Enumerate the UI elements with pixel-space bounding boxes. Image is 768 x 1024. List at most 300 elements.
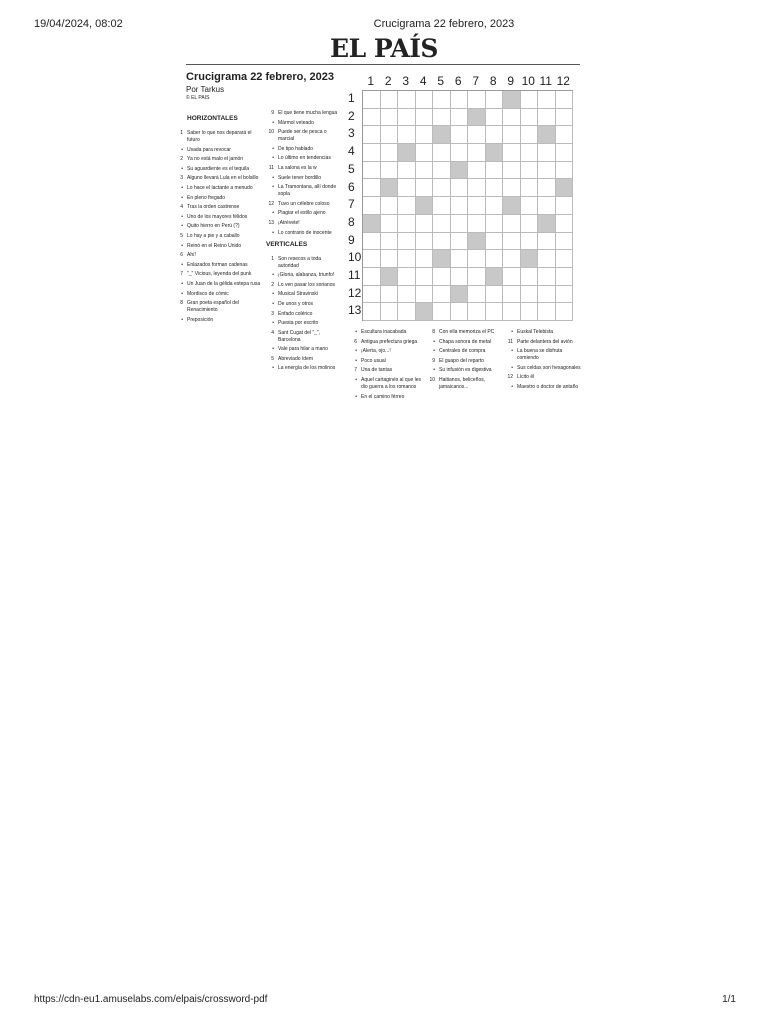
grid-cell[interactable] <box>416 91 434 109</box>
grid-cell[interactable] <box>416 126 434 144</box>
clue-number: • <box>181 146 183 153</box>
clue-item <box>347 394 425 401</box>
clue-item <box>173 291 261 298</box>
grid-cell[interactable] <box>381 144 399 162</box>
clue-text: Lo contrario de inocente <box>278 229 332 236</box>
column-number: 3 <box>402 74 410 88</box>
grid-cell[interactable] <box>486 91 504 109</box>
grid-cell[interactable] <box>538 268 556 286</box>
grid-cell[interactable] <box>503 179 521 197</box>
grid-cell[interactable] <box>416 233 434 251</box>
grid-cell[interactable] <box>363 233 381 251</box>
clues-column-4 <box>425 329 503 394</box>
grid-cell[interactable] <box>363 144 381 162</box>
grid-cell[interactable] <box>451 268 469 286</box>
clue-text: Enlazados forman cadenas <box>187 261 248 268</box>
grid-cell[interactable] <box>381 126 399 144</box>
column-number: 8 <box>489 74 497 88</box>
grid-cell[interactable] <box>538 303 556 321</box>
clue-item <box>264 220 342 227</box>
row-number: 4 <box>348 144 355 159</box>
grid-block-cell <box>521 250 539 268</box>
grid-cell[interactable] <box>468 197 486 215</box>
column-number: 12 <box>556 74 570 88</box>
clue-number: • <box>272 210 274 217</box>
grid-cell[interactable] <box>503 250 521 268</box>
clue-text: Lo hace el lactante a menudo <box>187 184 253 191</box>
row-number: 3 <box>348 126 355 141</box>
clue-text: Usada para revocar <box>187 146 231 153</box>
clue-text: La energía de los molinos <box>278 365 336 372</box>
clue-item <box>173 271 261 278</box>
clue-item <box>503 339 581 346</box>
grid-cell[interactable] <box>468 303 486 321</box>
clue-number: 6 <box>354 338 357 345</box>
clue-item <box>264 155 342 162</box>
clue-list <box>264 110 342 237</box>
grid-block-cell <box>486 268 504 286</box>
grid-cell[interactable] <box>398 303 416 321</box>
clue-item <box>173 252 261 259</box>
grid-cell[interactable] <box>398 268 416 286</box>
grid-cell[interactable] <box>503 268 521 286</box>
clue-item <box>173 130 261 144</box>
vertical-heading: VERTICALES <box>266 240 308 248</box>
grid-block-cell <box>363 215 381 233</box>
grid-cell[interactable] <box>468 144 486 162</box>
clue-item <box>264 282 342 289</box>
grid-cell[interactable] <box>521 162 539 180</box>
clue-number: 1 <box>180 130 183 136</box>
clue-number: • <box>433 348 435 355</box>
grid-cell[interactable] <box>538 91 556 109</box>
clue-number: • <box>272 365 274 372</box>
grid-cell[interactable] <box>503 233 521 251</box>
grid-cell[interactable] <box>398 91 416 109</box>
grid-cell[interactable] <box>468 268 486 286</box>
grid-cell[interactable] <box>433 109 451 127</box>
clue-item <box>264 320 342 327</box>
grid-cell[interactable] <box>381 91 399 109</box>
clue-text: Son resecos a toda autoridad <box>278 255 322 269</box>
grid-cell[interactable] <box>451 91 469 109</box>
grid-cell[interactable] <box>521 268 539 286</box>
grid-cell[interactable] <box>521 303 539 321</box>
clues-column-5 <box>503 329 581 394</box>
grid-cell[interactable] <box>486 215 504 233</box>
grid-cell[interactable] <box>398 126 416 144</box>
grid-cell[interactable] <box>381 303 399 321</box>
grid-block-cell <box>556 179 574 197</box>
grid-cell[interactable] <box>521 215 539 233</box>
clue-text: Suele tener bordillo <box>278 174 322 181</box>
grid-cell[interactable] <box>556 144 574 162</box>
clue-item <box>264 146 342 153</box>
clue-item <box>264 346 342 353</box>
clue-number: • <box>181 184 183 191</box>
clue-text: Abreviado ídem <box>278 355 314 362</box>
grid-cell[interactable] <box>556 162 574 180</box>
grid-cell[interactable] <box>381 250 399 268</box>
grid-cell[interactable] <box>556 215 574 233</box>
clue-item <box>347 358 425 365</box>
grid-cell[interactable] <box>486 303 504 321</box>
grid-cell[interactable] <box>556 286 574 304</box>
grid-cell[interactable] <box>363 126 381 144</box>
clue-text: En el camino férreo <box>361 393 405 400</box>
clue-item <box>503 329 581 336</box>
grid-cell[interactable] <box>521 286 539 304</box>
grid-cell[interactable] <box>451 109 469 127</box>
grid-cell[interactable] <box>363 91 381 109</box>
grid-cell[interactable] <box>433 162 451 180</box>
grid-cell[interactable] <box>416 286 434 304</box>
grid-cell[interactable] <box>486 286 504 304</box>
grid-cell[interactable] <box>451 233 469 251</box>
grid-cell[interactable] <box>503 162 521 180</box>
clue-number: • <box>181 290 183 297</box>
grid-cell[interactable] <box>503 144 521 162</box>
grid-cell[interactable] <box>433 91 451 109</box>
grid-block-cell <box>468 233 486 251</box>
clue-text: Puede ser de pesca o marcial <box>278 129 327 143</box>
el-pais-logo: EL PAÍS <box>330 34 438 63</box>
grid-cell[interactable] <box>363 303 381 321</box>
column-number: 6 <box>454 74 462 88</box>
grid-cell[interactable] <box>416 215 434 233</box>
puzzle-copyright: © EL PAIS <box>186 95 210 101</box>
grid-cell[interactable] <box>363 286 381 304</box>
clue-item <box>264 175 342 182</box>
clue-number: 2 <box>180 156 183 163</box>
page-count: 1/1 <box>722 994 736 1005</box>
clue-number: • <box>272 145 274 152</box>
grid-cell[interactable] <box>398 179 416 197</box>
grid-cell[interactable] <box>521 144 539 162</box>
clue-text: Sus celdas son hexagonales <box>517 364 581 371</box>
clue-number: 7 <box>354 367 357 374</box>
grid-cell[interactable] <box>521 179 539 197</box>
grid-cell[interactable] <box>538 179 556 197</box>
grid-cell[interactable] <box>486 179 504 197</box>
grid-cell[interactable] <box>556 126 574 144</box>
clue-item <box>264 291 342 298</box>
grid-cell[interactable] <box>538 197 556 215</box>
clue-number: 9 <box>271 110 274 116</box>
grid-block-cell <box>416 303 434 321</box>
clue-number: 5 <box>180 232 183 239</box>
grid-cell[interactable] <box>556 303 574 321</box>
header-divider <box>186 64 580 65</box>
grid-cell[interactable] <box>381 109 399 127</box>
grid-cell[interactable] <box>468 91 486 109</box>
grid-cell[interactable] <box>521 126 539 144</box>
clue-number: • <box>272 119 274 126</box>
clue-text: En pleno fregado <box>187 194 226 201</box>
grid-cell[interactable] <box>381 162 399 180</box>
grid-cell[interactable] <box>503 286 521 304</box>
clue-item <box>425 329 503 336</box>
page-url: https://cdn-eu1.amuselabs.com/elpais/crossword-pdf <box>34 994 268 1005</box>
grid-cell[interactable] <box>486 197 504 215</box>
clue-number: • <box>181 165 183 172</box>
clue-number: 4 <box>180 204 183 211</box>
row-number: 1 <box>348 91 355 105</box>
clue-item <box>264 365 342 372</box>
grid-cell[interactable] <box>556 109 574 127</box>
grid-cell[interactable] <box>556 233 574 251</box>
grid-cell[interactable] <box>538 144 556 162</box>
clues-column-3 <box>347 329 425 403</box>
grid-cell[interactable] <box>398 233 416 251</box>
clue-item <box>264 184 342 198</box>
clue-number: 12 <box>268 200 274 207</box>
clue-number: 8 <box>432 329 435 335</box>
clue-text: El que tiene mucha lengua <box>278 110 338 116</box>
grid-cell[interactable] <box>521 91 539 109</box>
clue-number: • <box>181 316 183 323</box>
clue-number: • <box>355 357 357 364</box>
row-number: 2 <box>348 108 355 123</box>
clue-number: • <box>181 261 183 268</box>
clue-item <box>347 367 425 374</box>
grid-cell[interactable] <box>556 268 574 286</box>
grid-cell[interactable] <box>433 197 451 215</box>
clue-text: Lícito él <box>517 374 535 381</box>
grid-cell[interactable] <box>381 233 399 251</box>
row-number: 12 <box>348 285 362 300</box>
clue-text: Un Juan de la gélida estepa rusa <box>187 280 261 287</box>
clue-text: De tipo hablado <box>278 145 314 152</box>
clue-number: • <box>272 229 274 236</box>
grid-cell[interactable] <box>416 250 434 268</box>
grid-cell[interactable] <box>433 303 451 321</box>
column-number: 2 <box>384 74 392 88</box>
clue-item <box>425 358 503 365</box>
clue-number: • <box>272 174 274 181</box>
grid-cell[interactable] <box>398 162 416 180</box>
grid-cell[interactable] <box>398 197 416 215</box>
grid-cell[interactable] <box>451 197 469 215</box>
grid-cell[interactable] <box>381 215 399 233</box>
grid-cell[interactable] <box>398 215 416 233</box>
grid-cell[interactable] <box>556 91 574 109</box>
grid-cell[interactable] <box>451 303 469 321</box>
clue-number: • <box>511 383 513 390</box>
clue-item <box>264 201 342 208</box>
grid-cell[interactable] <box>433 268 451 286</box>
grid-cell[interactable] <box>398 286 416 304</box>
grid-cell[interactable] <box>416 179 434 197</box>
clue-number: 8 <box>180 300 183 307</box>
clue-number: • <box>181 223 183 230</box>
grid-cell[interactable] <box>468 215 486 233</box>
clue-text: Poco usual <box>361 357 386 364</box>
grid-cell[interactable] <box>556 197 574 215</box>
grid-cell[interactable] <box>503 109 521 127</box>
grid-cell[interactable] <box>503 303 521 321</box>
grid-cell[interactable] <box>433 286 451 304</box>
column-number: 10 <box>521 74 535 88</box>
grid-cell[interactable] <box>486 126 504 144</box>
row-number: 8 <box>348 214 355 229</box>
clue-number: • <box>181 194 183 201</box>
grid-cell[interactable] <box>416 109 434 127</box>
clue-number: 12 <box>507 374 513 381</box>
clue-number: • <box>272 320 274 327</box>
clue-number: 4 <box>271 329 274 336</box>
clue-text: Aquel cartaginés al que les dio guerra a los romanos <box>361 376 422 390</box>
clue-item <box>503 348 581 362</box>
grid-cell[interactable] <box>451 144 469 162</box>
clue-item <box>173 223 261 230</box>
clue-item <box>264 301 342 308</box>
grid-cell[interactable] <box>381 197 399 215</box>
clue-number: 1 <box>271 255 274 262</box>
grid-cell[interactable] <box>486 250 504 268</box>
clue-number: • <box>511 364 513 371</box>
grid-cell[interactable] <box>363 179 381 197</box>
grid-block-cell <box>538 215 556 233</box>
grid-cell[interactable] <box>486 109 504 127</box>
grid-cell[interactable] <box>451 179 469 197</box>
grid-block-cell <box>538 126 556 144</box>
grid-cell[interactable] <box>363 197 381 215</box>
grid-cell[interactable] <box>538 109 556 127</box>
grid-cell[interactable] <box>468 286 486 304</box>
clue-item <box>347 339 425 346</box>
grid-cell[interactable] <box>486 233 504 251</box>
grid-cell[interactable] <box>521 109 539 127</box>
clue-item <box>347 377 425 391</box>
grid-cell[interactable] <box>538 286 556 304</box>
clue-item <box>425 377 503 391</box>
grid-block-cell <box>451 286 469 304</box>
grid-cell[interactable] <box>521 197 539 215</box>
grid-cell[interactable] <box>433 179 451 197</box>
grid-cell[interactable] <box>556 250 574 268</box>
clue-text: Tras la orden castrense <box>187 204 240 211</box>
grid-cell[interactable] <box>538 162 556 180</box>
clue-text: Su aguardiente es el tequila <box>187 165 249 172</box>
clue-number: 7 <box>180 271 183 278</box>
clue-item <box>173 317 261 324</box>
grid-block-cell <box>451 162 469 180</box>
grid-cell[interactable] <box>503 126 521 144</box>
grid-cell[interactable] <box>416 144 434 162</box>
clue-number: 3 <box>180 175 183 182</box>
clue-text: Gran poeta español del Renacimiento <box>187 300 239 314</box>
grid-cell[interactable] <box>521 233 539 251</box>
clue-text: Alguno llevará Lula en el bolsillo <box>187 175 259 182</box>
grid-cell[interactable] <box>398 109 416 127</box>
grid-cell[interactable] <box>433 144 451 162</box>
grid-cell[interactable] <box>433 233 451 251</box>
clues-column-1 <box>173 113 261 326</box>
grid-cell[interactable] <box>451 126 469 144</box>
clue-text: Centrales de compra <box>439 348 486 355</box>
grid-cell[interactable] <box>363 162 381 180</box>
clue-item <box>173 166 261 173</box>
grid-cell[interactable] <box>468 126 486 144</box>
clue-number: 6 <box>180 252 183 259</box>
clue-item <box>264 256 342 270</box>
grid-cell[interactable] <box>416 268 434 286</box>
grid-cell[interactable] <box>451 215 469 233</box>
clues-column-2 <box>264 110 342 375</box>
grid-cell[interactable] <box>381 286 399 304</box>
grid-cell[interactable] <box>538 233 556 251</box>
grid-cell[interactable] <box>468 250 486 268</box>
grid-cell[interactable] <box>486 162 504 180</box>
grid-cell[interactable] <box>538 250 556 268</box>
clue-number: • <box>272 272 274 279</box>
column-number: 1 <box>367 74 375 88</box>
grid-cell[interactable] <box>503 215 521 233</box>
clue-number: • <box>355 376 357 383</box>
clue-number: • <box>272 300 274 307</box>
row-number: 10 <box>348 250 362 265</box>
grid-cell[interactable] <box>433 215 451 233</box>
clue-item <box>173 204 261 211</box>
grid-block-cell <box>381 179 399 197</box>
clue-text: Maestro o doctor de antaño <box>517 383 579 390</box>
clue-item <box>173 214 261 221</box>
clue-number: • <box>272 291 274 298</box>
grid-cell[interactable] <box>398 250 416 268</box>
puzzle-author: Por Tarkus <box>186 85 225 94</box>
clue-list <box>264 256 342 373</box>
grid-cell[interactable] <box>468 162 486 180</box>
clue-text: Ya no está malo el jamón <box>187 156 244 163</box>
row-number: 11 <box>348 268 361 282</box>
clue-item <box>173 233 261 240</box>
clue-item <box>503 365 581 372</box>
clue-number: • <box>355 393 357 400</box>
clue-text: La buena se disfruta comiendo <box>517 348 563 362</box>
grid-cell[interactable] <box>416 162 434 180</box>
grid-cell[interactable] <box>363 109 381 127</box>
clue-text: Euskal Telebista <box>517 329 554 335</box>
print-datetime: 19/04/2024, 08:02 <box>34 18 123 30</box>
clue-text: Vale para hilar a mano <box>278 346 328 353</box>
row-number: 13 <box>348 303 362 318</box>
horizontal-heading: HORIZONTALES <box>187 115 238 122</box>
row-number: 7 <box>348 197 355 212</box>
grid-block-cell <box>433 250 451 268</box>
clue-item <box>264 311 342 318</box>
clue-text: ¡Gloria, alabanza, triunfo! <box>278 272 335 279</box>
crossword-grid <box>362 90 573 321</box>
clue-text: Escultura inacabada <box>361 329 407 335</box>
clue-text: Tuvo un célebre coloso <box>278 200 330 207</box>
grid-block-cell <box>503 91 521 109</box>
grid-cell[interactable] <box>363 268 381 286</box>
clue-number: • <box>511 329 513 335</box>
clue-text: Mármol veteado <box>278 119 314 126</box>
grid-cell[interactable] <box>363 250 381 268</box>
clue-item <box>173 243 261 250</box>
grid-cell[interactable] <box>468 179 486 197</box>
clue-text: Haitianos, beliceños, jamaicanos... <box>439 376 486 390</box>
clue-text: Puesta por escrito <box>278 320 319 327</box>
clue-number: 2 <box>271 281 274 288</box>
grid-cell[interactable] <box>451 250 469 268</box>
clue-text: Lo hay a pie y a caballo <box>187 232 240 239</box>
clue-number: 9 <box>432 357 435 364</box>
clue-number: 10 <box>429 376 435 383</box>
clue-number: • <box>433 338 435 345</box>
